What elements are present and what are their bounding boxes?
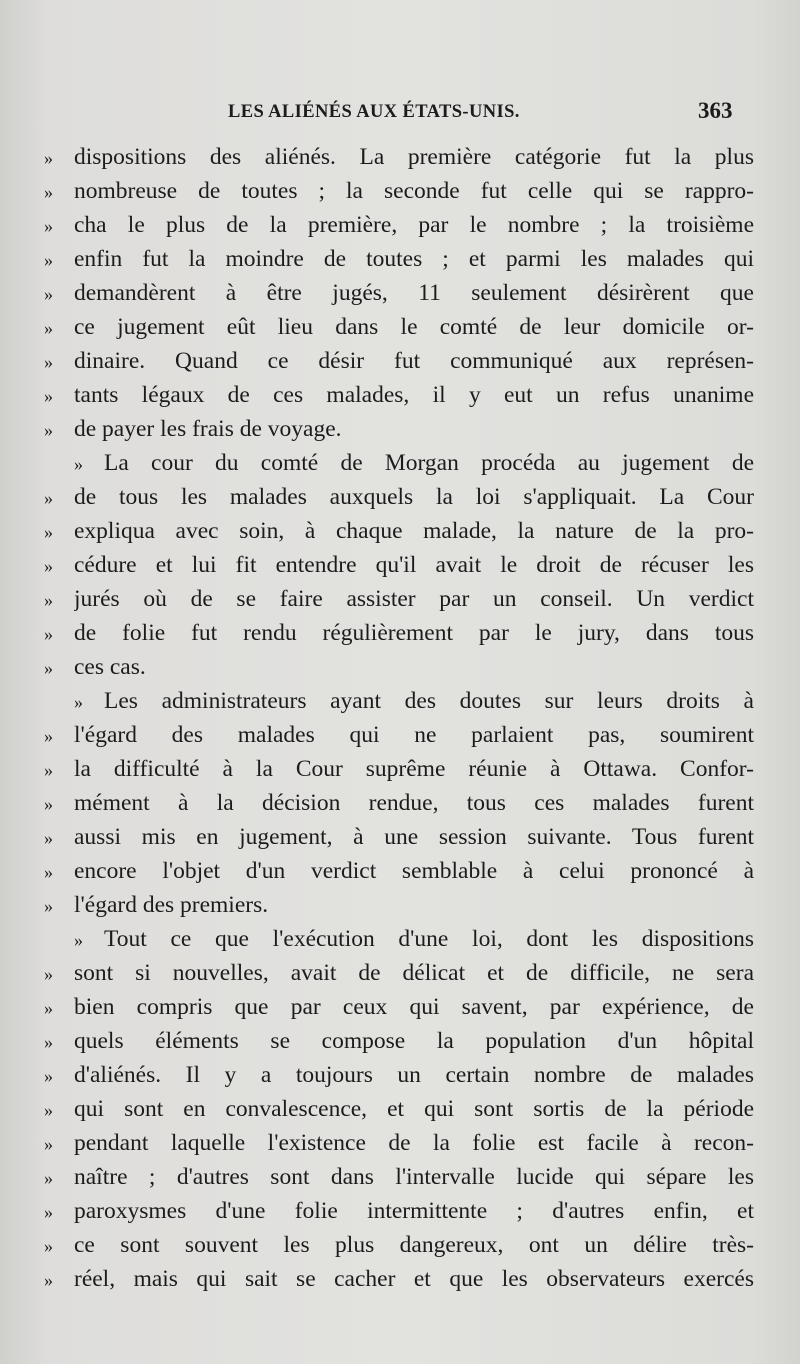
quotation-mark: » (44, 1066, 53, 1086)
line-text: cha le plus de la première, par le nombre ; la troisième (74, 212, 754, 238)
line-text: cédure et lui fit entendre qu'il avait le droit de récuser les (74, 552, 754, 578)
text-line (44, 1092, 754, 1126)
text-line (44, 412, 754, 446)
quotation-mark: » (44, 148, 53, 168)
line-text: dispositions des aliénés. La première catégorie fut la plus (74, 144, 754, 170)
quotation-mark: » (74, 692, 83, 712)
quotation-mark: » (44, 1032, 53, 1052)
line-text: quels éléments se compose la population d'un hôpital (74, 1028, 754, 1054)
text-line (44, 752, 754, 786)
line-text: dinaire. Quand ce désir fut communiqué aux représen- (74, 348, 754, 374)
line-text: paroxysmes d'une folie intermittente ; d'autres enfin, et (74, 1198, 754, 1224)
line-text: aussi mis en jugement, à une session suivante. Tous furent (74, 824, 754, 850)
quotation-mark: » (44, 1236, 53, 1256)
text-line (44, 514, 754, 548)
line-text: ce jugement eût lieu dans le comté de leur domicile or- (74, 314, 754, 340)
line-text: naître ; d'autres sont dans l'intervalle lucide qui sépare les (74, 1164, 754, 1190)
line-text: ce sont souvent les plus dangereux, ont un délire très- (74, 1232, 754, 1258)
text-line (44, 276, 754, 310)
quotation-mark: » (44, 862, 53, 882)
line-text: de payer les frais de voyage. (74, 416, 342, 442)
quotation-mark: » (44, 284, 53, 304)
line-text: demandèrent à être jugés, 11 seulement désirèrent que (74, 280, 754, 306)
line-text: sont si nouvelles, avait de délicat et de difficile, ne sera (74, 960, 754, 986)
text-line (44, 786, 754, 820)
running-title: LES ALIÉNÉS AUX ÉTATS-UNIS. (228, 102, 520, 122)
line-text: La cour du comté de Morgan procéda au jugement de (104, 450, 754, 476)
text-line (44, 1262, 754, 1296)
text-line (44, 548, 754, 582)
text-line (44, 820, 754, 854)
page-number: 363 (698, 98, 733, 123)
text-line (44, 1024, 754, 1058)
quotation-mark: » (74, 454, 83, 474)
text-line (44, 990, 754, 1024)
quotation-mark: » (44, 1270, 53, 1290)
text-line (44, 344, 754, 378)
line-text: bien compris que par ceux qui savent, par expérience, de (74, 994, 754, 1020)
line-text: Les administrateurs ayant des doutes sur leurs droits à (104, 688, 754, 714)
quotation-mark: » (44, 726, 53, 746)
line-text: de folie fut rendu régulièrement par le jury, dans tous (74, 620, 754, 646)
quotation-mark: » (44, 386, 53, 406)
text-line (44, 1058, 754, 1092)
quotation-mark: » (44, 352, 53, 372)
quotation-mark: » (44, 556, 53, 576)
line-text: Tout ce que l'exécution d'une loi, dont les dispositions (104, 926, 754, 952)
quotation-mark: » (44, 624, 53, 644)
text-line (44, 888, 754, 922)
text-line (44, 684, 754, 718)
quotation-mark: » (44, 488, 53, 508)
quotation-mark: » (44, 216, 53, 236)
quotation-mark: » (44, 1202, 53, 1222)
quotation-mark: » (44, 760, 53, 780)
text-line (44, 378, 754, 412)
line-text: enfin fut la moindre de toutes ; et parmi les malades qui (74, 246, 754, 272)
quotation-mark: » (44, 1168, 53, 1188)
line-text: la difficulté à la Cour suprême réunie à Ottawa. Confor- (74, 756, 754, 782)
quotation-mark: » (44, 964, 53, 984)
line-text: pendant laquelle l'existence de la folie est facile à recon- (74, 1130, 754, 1156)
text-line (44, 582, 754, 616)
text-line (44, 140, 754, 174)
text-line (44, 1194, 754, 1228)
text-line (44, 208, 754, 242)
quotation-mark: » (44, 998, 53, 1018)
quotation-mark: » (74, 930, 83, 950)
text-line (44, 1228, 754, 1262)
page-header (0, 98, 800, 138)
text-line (44, 956, 754, 990)
text-line (44, 480, 754, 514)
text-line (44, 922, 754, 956)
text-line (44, 616, 754, 650)
text-line (44, 718, 754, 752)
quotation-mark: » (44, 794, 53, 814)
quotation-mark: » (44, 522, 53, 542)
line-text: mément à la décision rendue, tous ces malades furent (74, 790, 754, 816)
text-line (44, 242, 754, 276)
quotation-mark: » (44, 828, 53, 848)
quotation-mark: » (44, 658, 53, 678)
quotation-mark: » (44, 1134, 53, 1154)
quotation-mark: » (44, 590, 53, 610)
text-line (44, 854, 754, 888)
quotation-mark: » (44, 1100, 53, 1120)
line-text: l'égard des malades qui ne parlaient pas, soumirent (74, 722, 754, 748)
quotation-mark: » (44, 250, 53, 270)
text-line (44, 446, 754, 480)
quotation-mark: » (44, 182, 53, 202)
body-text (44, 140, 754, 1296)
line-text: de tous les malades auxquels la loi s'appliquait. La Cour (74, 484, 754, 510)
line-text: jurés où de se faire assister par un conseil. Un verdict (74, 586, 754, 612)
line-text: qui sont en convalescence, et qui sont sortis de la période (74, 1096, 754, 1122)
quotation-mark: » (44, 318, 53, 338)
quotation-mark: » (44, 896, 53, 916)
text-line (44, 174, 754, 208)
line-text: l'égard des premiers. (74, 892, 269, 918)
text-line (44, 1160, 754, 1194)
line-text: encore l'objet d'un verdict semblable à celui prononcé à (74, 858, 754, 884)
line-text: réel, mais qui sait se cacher et que les observateurs exercés (74, 1266, 754, 1292)
line-text: d'aliénés. Il y a toujours un certain nombre de malades (74, 1062, 754, 1088)
line-text: ces cas. (74, 654, 146, 680)
text-line (44, 1126, 754, 1160)
quotation-mark: » (44, 420, 53, 440)
line-text: tants légaux de ces malades, il y eut un refus unanime (74, 382, 754, 408)
line-text: expliqua avec soin, à chaque malade, la nature de la pro- (74, 518, 754, 544)
text-line (44, 310, 754, 344)
text-line (44, 650, 754, 684)
line-text: nombreuse de toutes ; la seconde fut celle qui se rappro- (74, 178, 754, 204)
